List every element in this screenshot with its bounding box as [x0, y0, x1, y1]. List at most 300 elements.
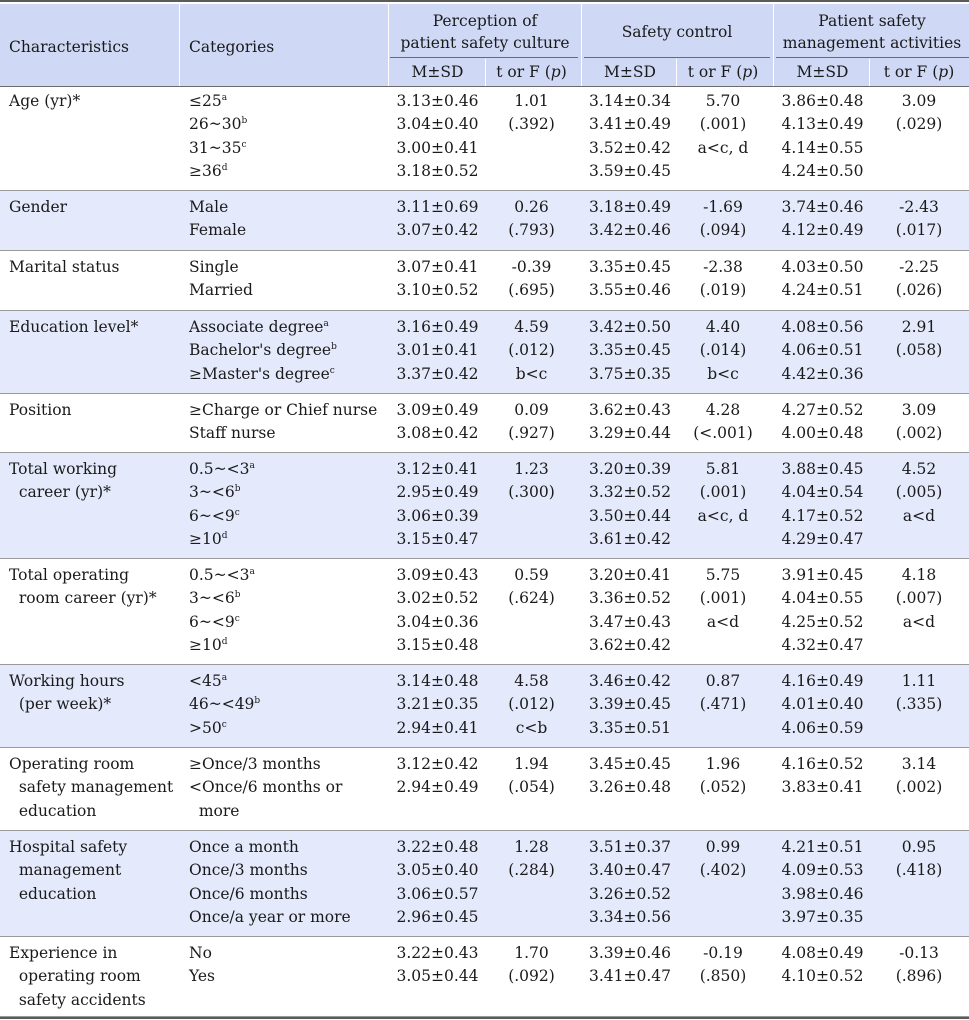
- table-row: [0, 748, 969, 831]
- category-text: Married: [189, 281, 253, 300]
- category-superscript: c: [234, 507, 240, 518]
- characteristic-label: Gender: [9, 198, 68, 216]
- msd-value: 3.18±0.49: [588, 198, 671, 216]
- table-bottom-rule: [0, 1017, 969, 1019]
- test-statistic: c<b: [515, 718, 548, 737]
- category-text: Single: [189, 258, 239, 276]
- test-statistic: 5.81: [705, 460, 741, 478]
- msd-value: 3.29±0.44: [588, 424, 671, 443]
- test-statistic: (.471): [699, 695, 747, 714]
- characteristic-label: room career (yr)*: [9, 589, 157, 608]
- msd-value: 3.07±0.41: [396, 258, 479, 276]
- test-statistic: 1.28: [514, 838, 549, 856]
- header-divider-3: [485, 59, 486, 86]
- characteristic-label: (per week)*: [9, 695, 112, 714]
- test-statistic: a<c, d: [697, 138, 749, 157]
- test-statistic: 1.70: [514, 944, 549, 962]
- category-label: [189, 717, 227, 740]
- category-label: [189, 339, 337, 362]
- msd-value: 3.36±0.52: [588, 589, 671, 608]
- category-superscript: d: [221, 162, 228, 173]
- category-superscript: a: [249, 460, 255, 471]
- test-statistic: (.058): [895, 341, 943, 360]
- characteristic-label: Position: [9, 401, 72, 419]
- header-group-2: [584, 21, 770, 43]
- category-label: [189, 587, 240, 610]
- test-statistic: 4.59: [514, 318, 549, 336]
- table-row: [0, 394, 969, 453]
- msd-value: 2.94±0.49: [396, 778, 479, 797]
- test-statistic: (.092): [508, 967, 555, 986]
- category-text: ≥36: [189, 161, 222, 180]
- test-statistic: 2.91: [901, 318, 937, 336]
- msd-value: 3.42±0.46: [588, 221, 671, 240]
- test-statistic: 0.87: [705, 672, 741, 690]
- test-statistic: 0.99: [705, 838, 741, 856]
- category-label: [189, 883, 308, 906]
- msd-value: 4.09±0.53: [781, 861, 864, 880]
- msd-value: 3.50±0.44: [588, 506, 671, 525]
- category-label: [189, 422, 276, 445]
- category-label: [189, 800, 239, 823]
- test-statistic: (.019): [699, 281, 747, 300]
- msd-value: 4.01±0.40: [781, 695, 864, 714]
- category-text: 6~<9: [189, 612, 235, 631]
- msd-value: 4.29±0.47: [781, 529, 864, 548]
- category-text: 3~<6: [189, 589, 235, 608]
- msd-value: 2.96±0.45: [396, 907, 479, 926]
- category-label: [189, 611, 240, 634]
- test-statistic: 4.40: [705, 318, 741, 336]
- msd-value: 4.25±0.52: [781, 612, 864, 631]
- characteristic-label: Experience in: [9, 944, 118, 962]
- category-superscript: d: [221, 530, 228, 541]
- test-statistic: 5.70: [705, 92, 741, 110]
- characteristic-label: management: [9, 861, 122, 880]
- category-text: ≥Charge or Chief nurse: [189, 401, 378, 419]
- category-text: Yes: [189, 967, 216, 986]
- category-label: [189, 399, 377, 422]
- category-text: Once/6 months: [189, 884, 308, 903]
- msd-value: 3.10±0.52: [396, 281, 479, 300]
- msd-value: 3.98±0.46: [781, 884, 864, 903]
- category-superscript: a: [323, 318, 329, 329]
- header-group-1-line1: Perception of: [432, 12, 538, 30]
- table-row: [0, 665, 969, 748]
- test-statistic: 1.96: [705, 755, 741, 773]
- msd-value: 4.06±0.59: [781, 718, 864, 737]
- header-divider-6: [773, 4, 774, 86]
- category-text: 6~<9: [189, 506, 235, 525]
- msd-value: 3.05±0.40: [396, 861, 479, 880]
- msd-value: 3.05±0.44: [396, 967, 479, 986]
- test-statistic: 1.94: [514, 755, 549, 773]
- header-msd-1: M±SD: [411, 63, 464, 81]
- msd-value: 3.15±0.48: [396, 635, 479, 654]
- header-categories: Categories: [189, 38, 275, 56]
- category-label: [189, 137, 246, 160]
- msd-value: 3.91±0.45: [781, 566, 864, 584]
- test-statistic: (.017): [895, 221, 943, 240]
- test-statistic: 0.59: [514, 566, 549, 584]
- characteristic-label: safety management: [9, 778, 174, 797]
- category-text: ≥Once/3 months: [189, 755, 321, 773]
- test-statistic: 1.11: [901, 672, 937, 690]
- characteristic-label: Total working: [9, 460, 118, 478]
- characteristic-label: Total operating: [9, 566, 129, 584]
- msd-value: 3.40±0.47: [588, 861, 671, 880]
- msd-value: 3.41±0.49: [588, 115, 671, 134]
- test-statistic: (.418): [895, 861, 943, 880]
- category-label: [189, 481, 240, 504]
- category-text: 0.5~<3: [189, 460, 250, 478]
- category-superscript: b: [234, 484, 241, 495]
- test-statistic: -2.25: [899, 258, 939, 276]
- msd-value: 3.22±0.43: [396, 944, 479, 962]
- msd-value: 3.75±0.35: [588, 364, 671, 383]
- category-superscript: a: [221, 672, 228, 683]
- msd-value: 3.21±0.35: [396, 695, 479, 714]
- category-text: ≥10: [189, 635, 222, 654]
- msd-value: 4.04±0.54: [781, 483, 864, 502]
- msd-value: 4.03±0.50: [781, 258, 864, 276]
- category-superscript: b: [254, 696, 261, 707]
- msd-value: 3.20±0.39: [588, 460, 671, 478]
- msd-value: 3.51±0.37: [588, 838, 671, 856]
- header-group-2-line1: Safety control: [621, 23, 733, 41]
- msd-value: 3.15±0.47: [396, 529, 479, 548]
- category-text: 46~<49: [189, 695, 255, 714]
- msd-value: 3.00±0.41: [396, 138, 479, 157]
- header-msd-3: M±SD: [796, 63, 849, 81]
- category-superscript: c: [221, 719, 227, 730]
- category-label: [189, 160, 227, 183]
- msd-value: 3.88±0.45: [781, 460, 864, 478]
- characteristic-label: Age (yr)*: [9, 92, 81, 110]
- test-statistic: (.012): [508, 341, 555, 360]
- header-divider-7: [869, 59, 870, 86]
- msd-value: 3.83±0.41: [781, 778, 864, 797]
- msd-value: 3.04±0.36: [396, 612, 479, 631]
- category-superscript: c: [241, 139, 247, 150]
- test-statistic: 4.52: [901, 460, 937, 478]
- category-text: ≤25: [189, 92, 222, 110]
- characteristic-label: Working hours: [9, 672, 125, 690]
- msd-value: 4.12±0.49: [781, 221, 864, 240]
- category-label: [189, 670, 227, 693]
- msd-value: 3.46±0.42: [588, 672, 671, 690]
- category-superscript: b: [241, 116, 248, 127]
- category-text: Once a month: [189, 838, 299, 856]
- msd-value: 4.16±0.52: [781, 755, 864, 773]
- category-text: Associate degree: [189, 318, 324, 336]
- test-statistic: (.392): [508, 115, 555, 134]
- category-text: Once/a year or more: [189, 907, 351, 926]
- msd-value: 3.06±0.57: [396, 884, 479, 903]
- msd-value: 4.24±0.51: [781, 281, 864, 300]
- msd-value: 3.02±0.52: [396, 589, 479, 608]
- characteristic-label: Marital status: [9, 258, 120, 276]
- msd-value: 3.47±0.43: [588, 612, 671, 631]
- category-text: <45: [189, 672, 222, 690]
- msd-value: 3.62±0.43: [588, 401, 671, 419]
- table-row: [0, 453, 969, 559]
- category-text: Female: [189, 221, 247, 240]
- category-label: [189, 113, 247, 136]
- header-divider-5: [676, 59, 677, 86]
- msd-value: 3.01±0.41: [396, 341, 479, 360]
- header-characteristics: Characteristics: [9, 38, 129, 56]
- header-group-1: [390, 10, 580, 54]
- category-text: Bachelor's degree: [189, 341, 332, 360]
- category-text: <Once/6 months or: [189, 778, 343, 797]
- msd-value: 3.39±0.46: [588, 944, 671, 962]
- msd-value: 3.32±0.52: [588, 483, 671, 502]
- msd-value: 3.26±0.48: [588, 778, 671, 797]
- test-statistic: a<c, d: [697, 506, 749, 525]
- msd-value: 3.20±0.41: [588, 566, 671, 584]
- test-statistic: (.026): [895, 281, 943, 300]
- header-group-3-line2: management activities: [782, 34, 962, 52]
- category-label: [189, 458, 255, 481]
- test-statistic: (.001): [699, 483, 747, 502]
- msd-value: 3.35±0.51: [588, 718, 671, 737]
- msd-value: 3.13±0.46: [396, 92, 479, 110]
- category-text: Once/3 months: [189, 861, 308, 880]
- test-statistic: -0.39: [511, 258, 552, 276]
- characteristic-label: Education level*: [9, 318, 139, 336]
- test-statistic: (.624): [508, 589, 555, 608]
- category-label: [189, 942, 212, 965]
- msd-value: 3.86±0.48: [781, 92, 864, 110]
- test-statistic: -1.69: [703, 198, 743, 216]
- header-tf-1: t or F (p): [496, 63, 567, 81]
- test-statistic: (.007): [895, 589, 943, 608]
- category-label: [189, 753, 321, 776]
- msd-value: 3.39±0.45: [588, 695, 671, 714]
- msd-value: 3.35±0.45: [588, 258, 671, 276]
- data-table: [0, 0, 969, 81]
- test-statistic: (.005): [895, 483, 943, 502]
- msd-value: 3.61±0.42: [588, 529, 671, 548]
- test-statistic: (<.001): [693, 424, 753, 443]
- test-statistic: (.002): [895, 778, 943, 797]
- category-text: ≥10: [189, 529, 222, 548]
- msd-value: 3.59±0.45: [588, 161, 671, 180]
- test-statistic: b<c: [707, 364, 739, 383]
- msd-value: 3.41±0.47: [588, 967, 671, 986]
- msd-value: 4.16±0.49: [781, 672, 864, 690]
- category-label: [189, 316, 329, 339]
- category-label: [189, 776, 342, 799]
- msd-value: 4.06±0.51: [781, 341, 864, 360]
- test-statistic: 4.58: [514, 672, 549, 690]
- test-statistic: 0.95: [901, 838, 937, 856]
- test-statistic: 0.26: [514, 198, 549, 216]
- msd-value: 3.14±0.48: [396, 672, 479, 690]
- category-label: [189, 90, 227, 113]
- category-text: more: [189, 801, 240, 820]
- msd-value: 4.21±0.51: [781, 838, 864, 856]
- category-label: [189, 634, 227, 657]
- test-statistic: 3.14: [901, 755, 937, 773]
- characteristic-label: education: [9, 884, 97, 903]
- msd-value: 3.12±0.41: [396, 460, 479, 478]
- category-superscript: c: [329, 365, 335, 376]
- msd-value: 3.11±0.69: [396, 198, 479, 216]
- test-statistic: (.927): [508, 424, 555, 443]
- category-label: [189, 196, 228, 219]
- msd-value: 3.26±0.52: [588, 884, 671, 903]
- test-statistic: (.284): [508, 861, 555, 880]
- msd-value: 3.97±0.35: [781, 907, 864, 926]
- test-statistic: (.695): [508, 281, 555, 300]
- msd-value: 2.94±0.41: [396, 718, 479, 737]
- category-label: [189, 693, 260, 716]
- msd-value: 3.52±0.42: [588, 138, 671, 157]
- test-statistic: (.896): [895, 967, 943, 986]
- test-statistic: (.001): [699, 589, 747, 608]
- msd-value: 4.42±0.36: [781, 364, 864, 383]
- table-row: [0, 831, 969, 937]
- table-row: [0, 191, 969, 251]
- test-statistic: (.850): [699, 967, 747, 986]
- msd-value: 4.14±0.55: [781, 138, 864, 157]
- table-row: [0, 311, 969, 394]
- table-row: [0, 251, 969, 311]
- header-group-3-underline: [776, 57, 969, 58]
- msd-value: 3.07±0.42: [396, 221, 479, 240]
- msd-value: 3.12±0.42: [396, 755, 479, 773]
- test-statistic: 3.09: [901, 401, 937, 419]
- test-statistic: 4.28: [705, 401, 741, 419]
- category-text: 3~<6: [189, 483, 235, 502]
- test-statistic: (.793): [508, 221, 555, 240]
- header-tf-3: t or F (p): [883, 63, 955, 81]
- category-label: [189, 363, 335, 386]
- category-label: [189, 219, 246, 242]
- test-statistic: (.094): [699, 221, 747, 240]
- test-statistic: (.052): [699, 778, 747, 797]
- category-text: 0.5~<3: [189, 566, 250, 584]
- test-statistic: (.335): [895, 695, 943, 714]
- category-label: [189, 564, 255, 587]
- msd-value: 3.18±0.52: [396, 161, 479, 180]
- characteristic-label: career (yr)*: [9, 483, 111, 502]
- test-statistic: -2.38: [703, 258, 743, 276]
- msd-value: 4.08±0.56: [781, 318, 864, 336]
- msd-value: 3.55±0.46: [588, 281, 671, 300]
- msd-value: 4.10±0.52: [781, 967, 864, 986]
- msd-value: 4.24±0.50: [781, 161, 864, 180]
- category-text: ≥Master's degree: [189, 364, 330, 383]
- msd-value: 4.04±0.55: [781, 589, 864, 608]
- msd-value: 4.00±0.48: [781, 424, 864, 443]
- test-statistic: (.300): [508, 483, 555, 502]
- msd-value: 3.35±0.45: [588, 341, 671, 360]
- header-tf-2: t or F (p): [687, 63, 759, 81]
- category-label: [189, 906, 351, 929]
- category-text: Staff nurse: [189, 424, 276, 443]
- msd-value: 4.17±0.52: [781, 506, 864, 525]
- test-statistic: -0.19: [703, 944, 743, 962]
- category-text: >50: [189, 718, 222, 737]
- test-statistic: (.014): [699, 341, 747, 360]
- characteristic-label: education: [9, 801, 97, 820]
- msd-value: 3.34±0.56: [588, 907, 671, 926]
- msd-value: 2.95±0.49: [396, 483, 479, 502]
- header-group-2-underline: [584, 57, 770, 58]
- msd-value: 4.32±0.47: [781, 635, 864, 654]
- category-text: 31~35: [189, 138, 242, 157]
- test-statistic: (.054): [508, 778, 555, 797]
- test-statistic: 3.09: [901, 92, 937, 110]
- table-row: [0, 937, 969, 1017]
- test-statistic: -0.13: [899, 944, 939, 962]
- msd-value: 3.22±0.48: [396, 838, 479, 856]
- table-row: [0, 559, 969, 665]
- category-label: [189, 836, 299, 859]
- test-statistic: a<d: [902, 612, 936, 631]
- characteristic-label: safety accidents: [9, 990, 146, 1009]
- test-statistic: 1.01: [514, 92, 549, 110]
- test-statistic: (.002): [895, 424, 943, 443]
- test-statistic: (.402): [699, 861, 747, 880]
- category-label: [189, 965, 215, 988]
- msd-value: 4.08±0.49: [781, 944, 864, 962]
- category-label: [189, 528, 227, 551]
- header-divider-1: [179, 4, 180, 86]
- msd-value: 3.06±0.39: [396, 506, 479, 525]
- msd-value: 3.45±0.45: [588, 755, 671, 773]
- header-group-3-line1: Patient safety: [818, 12, 926, 30]
- test-statistic: -2.43: [899, 198, 939, 216]
- msd-value: 3.09±0.49: [396, 401, 479, 419]
- category-label: [189, 256, 239, 279]
- msd-value: 4.27±0.52: [781, 401, 864, 419]
- category-label: [189, 505, 240, 528]
- header-group-1-line2: patient safety culture: [400, 34, 570, 52]
- test-statistic: (.029): [895, 115, 943, 134]
- characteristic-label: operating room: [9, 967, 141, 986]
- category-superscript: c: [234, 613, 240, 624]
- category-superscript: a: [249, 566, 255, 577]
- category-superscript: b: [331, 342, 337, 353]
- msd-value: 3.16±0.49: [396, 318, 479, 336]
- header-msd-2: M±SD: [604, 63, 656, 81]
- header-group-3: [775, 10, 969, 54]
- characteristic-label: Operating room: [9, 755, 135, 773]
- table-header: [0, 4, 969, 87]
- msd-value: 3.74±0.46: [781, 198, 864, 216]
- table-row: [0, 85, 969, 191]
- category-text: 26~30: [189, 115, 242, 134]
- category-superscript: a: [221, 92, 228, 103]
- test-statistic: (.012): [508, 695, 555, 714]
- test-statistic: b<c: [515, 364, 548, 383]
- msd-value: 3.42±0.50: [588, 318, 671, 336]
- test-statistic: a<d: [902, 506, 936, 525]
- header-group-1-underline: [390, 57, 578, 58]
- msd-value: 3.37±0.42: [396, 364, 479, 383]
- msd-value: 3.04±0.40: [396, 115, 479, 134]
- category-label: [189, 279, 253, 302]
- msd-value: 3.62±0.42: [588, 635, 671, 654]
- category-superscript: d: [221, 636, 228, 647]
- header-divider-4: [581, 4, 582, 86]
- msd-value: 3.09±0.43: [396, 566, 479, 584]
- msd-value: 3.08±0.42: [396, 424, 479, 443]
